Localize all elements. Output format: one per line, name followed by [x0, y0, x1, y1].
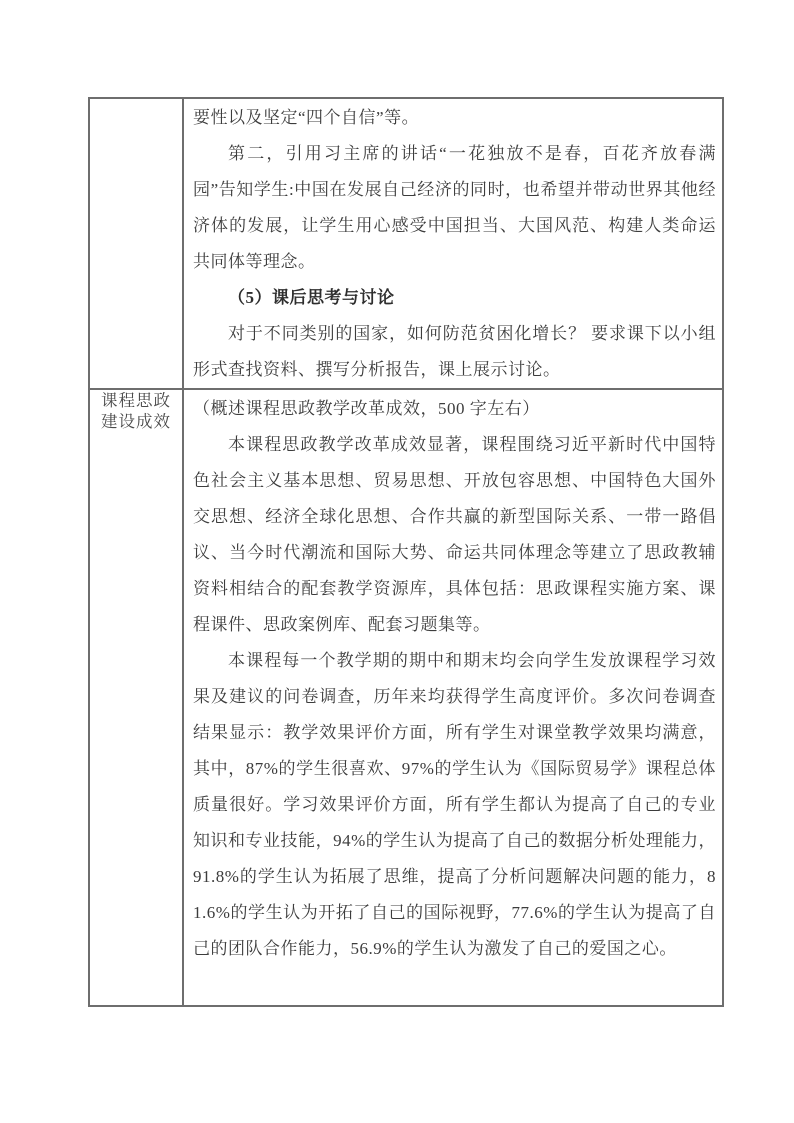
paragraph-continuation: 要性以及坚定“四个自信”等。 [193, 108, 420, 127]
course-ideology-table [88, 97, 724, 1007]
row-label-cell-achievements [89, 389, 183, 1006]
paragraph-reform-achievements: 本课程思政教学改革成效显著，课程围绕习近平新时代中国特色社会主义基本思想、贸易思想、开放包容思想、中国特色大国外交思想、经济全球化思想、合作共赢的新型国际关系、一带一路倡议、当今时代潮流和国际大势、命运共同体理念等建立了思政教辅资料相结合的配套教学资源库，具体包括：思政课程实施方案、课程课件、思政案例库、配套习题集等。 [193, 435, 716, 634]
row-label-line: 课程思政 [101, 391, 171, 410]
table-row-achievements [89, 389, 723, 1006]
table-row-continuation [89, 98, 723, 389]
row-label-line: 建设成效 [101, 412, 171, 431]
row-content-cell [183, 389, 723, 1006]
paragraph-heading-after-class-discussion: （5）课后思考与讨论 [228, 288, 395, 307]
paragraph-quote-speech: 第二，引用习主席的讲话“一花独放不是春，百花齐放春满园”告知学生:中国在发展自己经济的同时，也希望并带动世界其他经济体的发展，让学生用心感受中国担当、大国风范、构建人类命运共同体等理念。 [193, 144, 716, 271]
paragraph-discussion-question: 对于不同类别的国家，如何防范贫困化增长？ 要求课下以小组形式查找资料、撰写分析报告，课上展示讨论。 [193, 324, 716, 379]
paragraph-instruction-note: （概述课程思政教学改革成效，500 字左右） [193, 399, 540, 418]
paragraph-survey-results: 本课程每一个教学期的期中和期末均会向学生发放课程学习效果及建议的问卷调查，历年来均获得学生高度评价。多次问卷调查结果显示：教学效果评价方面，所有学生对课堂教学效果均满意，其中，87%的学生很喜欢、97%的学生认为《国际贸易学》课程总体质量很好。学习效果评价方面，所有学生都认为提高了自己的专业知识和专业技能，94%的学生认为提高了自己的数据分析处理能力，91.8%的学生认为拓展了思维，提高了分析问题解决问题的能力，81.6%的学生认为开拓了自己的国际视野，77.6%的学生认为提高了自己的团队合作能力，56.9%的学生认为激发了自己的爱国之心。 [193, 651, 716, 958]
row-label-cell-empty [89, 98, 183, 389]
row-content-cell [183, 98, 723, 389]
